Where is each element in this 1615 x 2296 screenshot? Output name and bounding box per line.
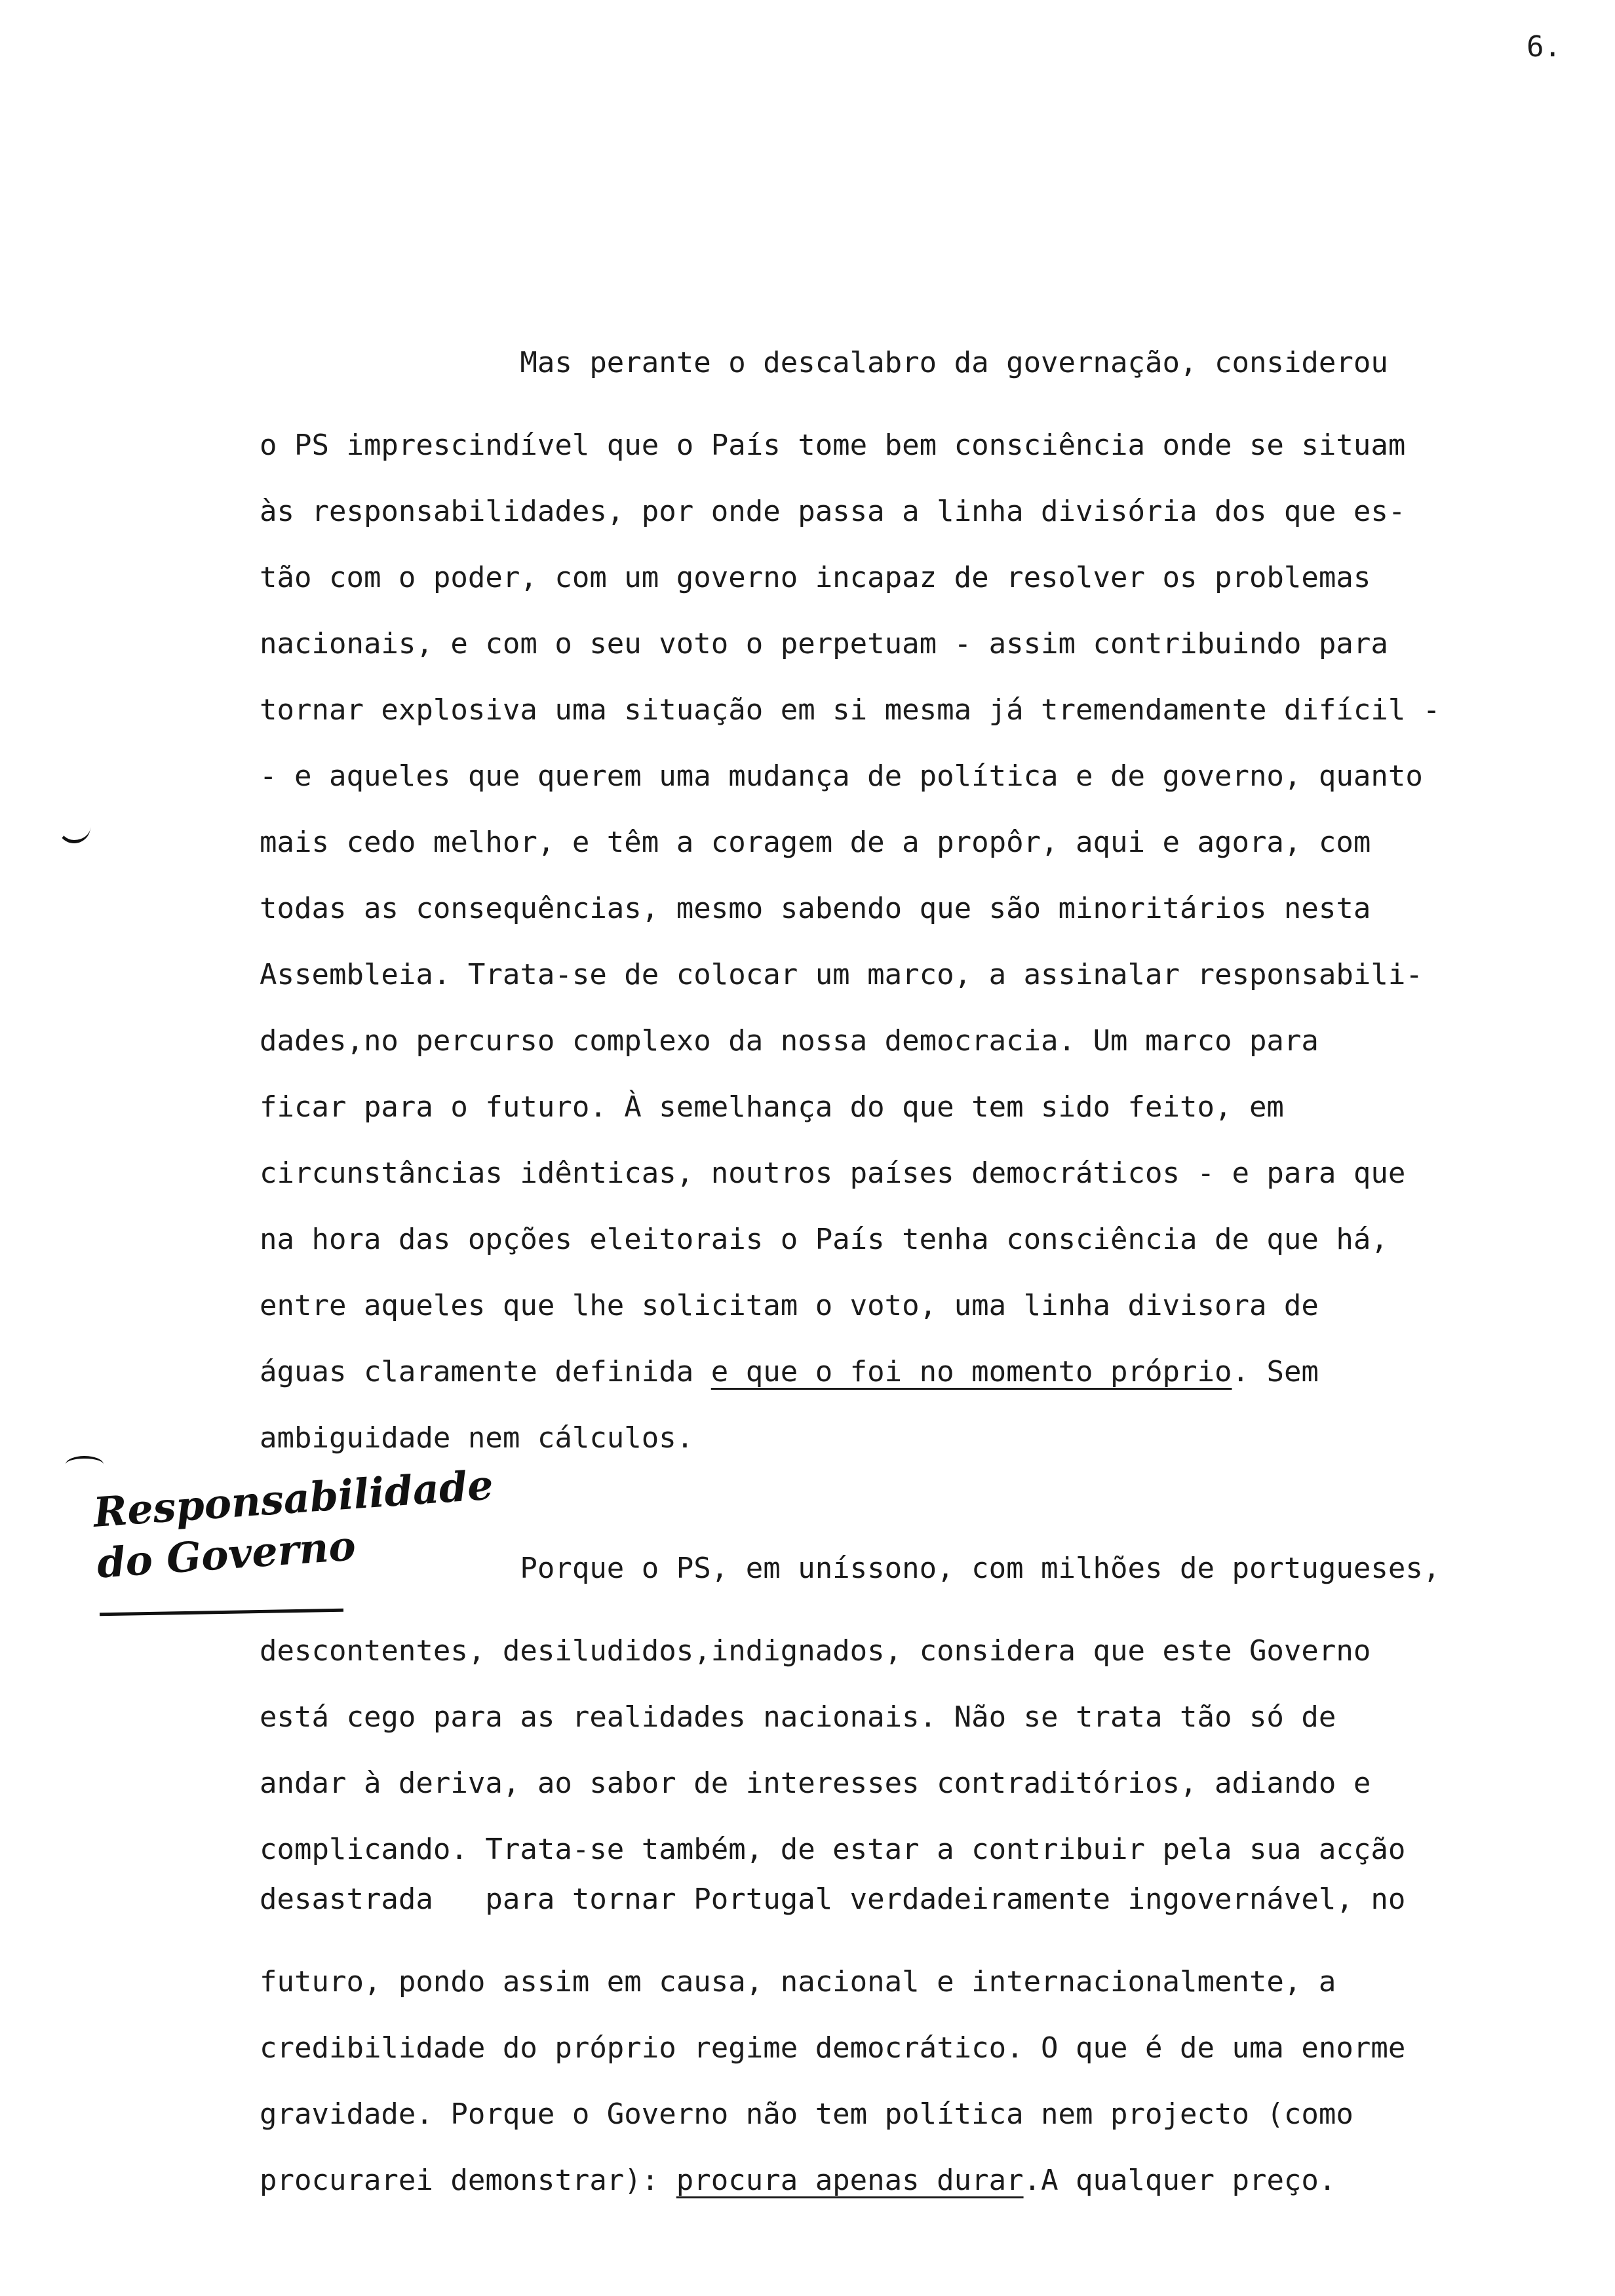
- text-line: todas as consequências, mesmo sabendo que são minoritários nesta: [260, 892, 1371, 925]
- text-segment: procurarei demonstrar):: [260, 2164, 676, 2197]
- text-line: gravidade. Porque o Governo não tem política nem projecto (como: [260, 2097, 1353, 2131]
- margin-check-mark: [58, 819, 90, 843]
- text-line: entre aqueles que lhe solicitam o voto, uma linha divisora de: [260, 1289, 1319, 1322]
- text-line: mais cedo melhor, e têm a coragem de a propôr, aqui e agora, com: [260, 826, 1371, 859]
- text-line: ambiguidade nem cálculos.: [260, 1421, 694, 1455]
- text-segment: águas claramente definida: [260, 1355, 711, 1388]
- text-line: tornar explosiva uma situação em si mesma já tremendamente difícil -: [260, 693, 1441, 727]
- margin-note-line-2: do Governo: [95, 1521, 357, 1588]
- text-line: tão com o poder, com um governo incapaz de resolver os problemas: [260, 561, 1371, 594]
- text-line: desastrada para tornar Portugal verdadeiramente ingovernável, no: [260, 1883, 1406, 1916]
- text-line: nacionais, e com o seu voto o perpetuam - assim contribuindo para: [260, 627, 1388, 660]
- paragraph-1: [260, 346, 1577, 1471]
- text-segment: . Sem: [1232, 1355, 1319, 1388]
- text-line: futuro, pondo assim em causa, nacional e internacionalmente, a: [260, 1965, 1336, 1999]
- text-line: - e aqueles que querem uma mudança de política e de governo, quanto: [260, 759, 1423, 793]
- text-line: às responsabilidades, por onde passa a linha divisória dos que es-: [260, 495, 1406, 528]
- underlined-phrase: procura apenas durar: [676, 2164, 1024, 2197]
- margin-note-line-1: Responsabilidade: [92, 1461, 495, 1537]
- text-line: descontentes, desiludidos,indignados, considera que este Governo: [260, 1634, 1371, 1668]
- text-line: andar à deriva, ao sabor de interesses contraditórios, adiando e: [260, 1767, 1371, 1800]
- text-line: Mas perante o descalabro da governação, considerou: [260, 346, 1388, 379]
- margin-bracket-mark: [66, 1456, 104, 1473]
- page-number: 6.: [1527, 30, 1561, 64]
- text-line-with-underline: [260, 2147, 1577, 2213]
- text-line-with-underline: [260, 1339, 1577, 1405]
- text-line: ficar para o futuro. À semelhança do que tem sido feito, em: [260, 1090, 1284, 1124]
- text-line: complicando. Trata-se também, de estar a contribuir pela sua acção: [260, 1833, 1406, 1866]
- text-line: está cego para as realidades nacionais. Não se trata tão só de: [260, 1700, 1336, 1734]
- text-segment: .A qualquer preço.: [1023, 2164, 1336, 2197]
- text-line: dades,no percurso complexo da nossa democracia. Um marco para: [260, 1024, 1319, 1058]
- text-line: credibilidade do próprio regime democrático. O que é de uma enorme: [260, 2031, 1406, 2065]
- text-line: circunstâncias idênticas, noutros países democráticos - e para que: [260, 1157, 1406, 1190]
- text-line: na hora das opções eleitorais o País tenha consciência de que há,: [260, 1223, 1388, 1256]
- text-line: o PS imprescindível que o País tome bem consciência onde se situam: [260, 429, 1406, 462]
- underlined-phrase: e que o foi no momento próprio: [710, 1355, 1232, 1388]
- text-line: Assembleia. Trata-se de colocar um marco, a assinalar responsabili-: [260, 958, 1423, 991]
- paragraph-2: [260, 1552, 1577, 2213]
- text-line: Porque o PS, em uníssono, com milhões de portugueses,: [260, 1552, 1441, 1585]
